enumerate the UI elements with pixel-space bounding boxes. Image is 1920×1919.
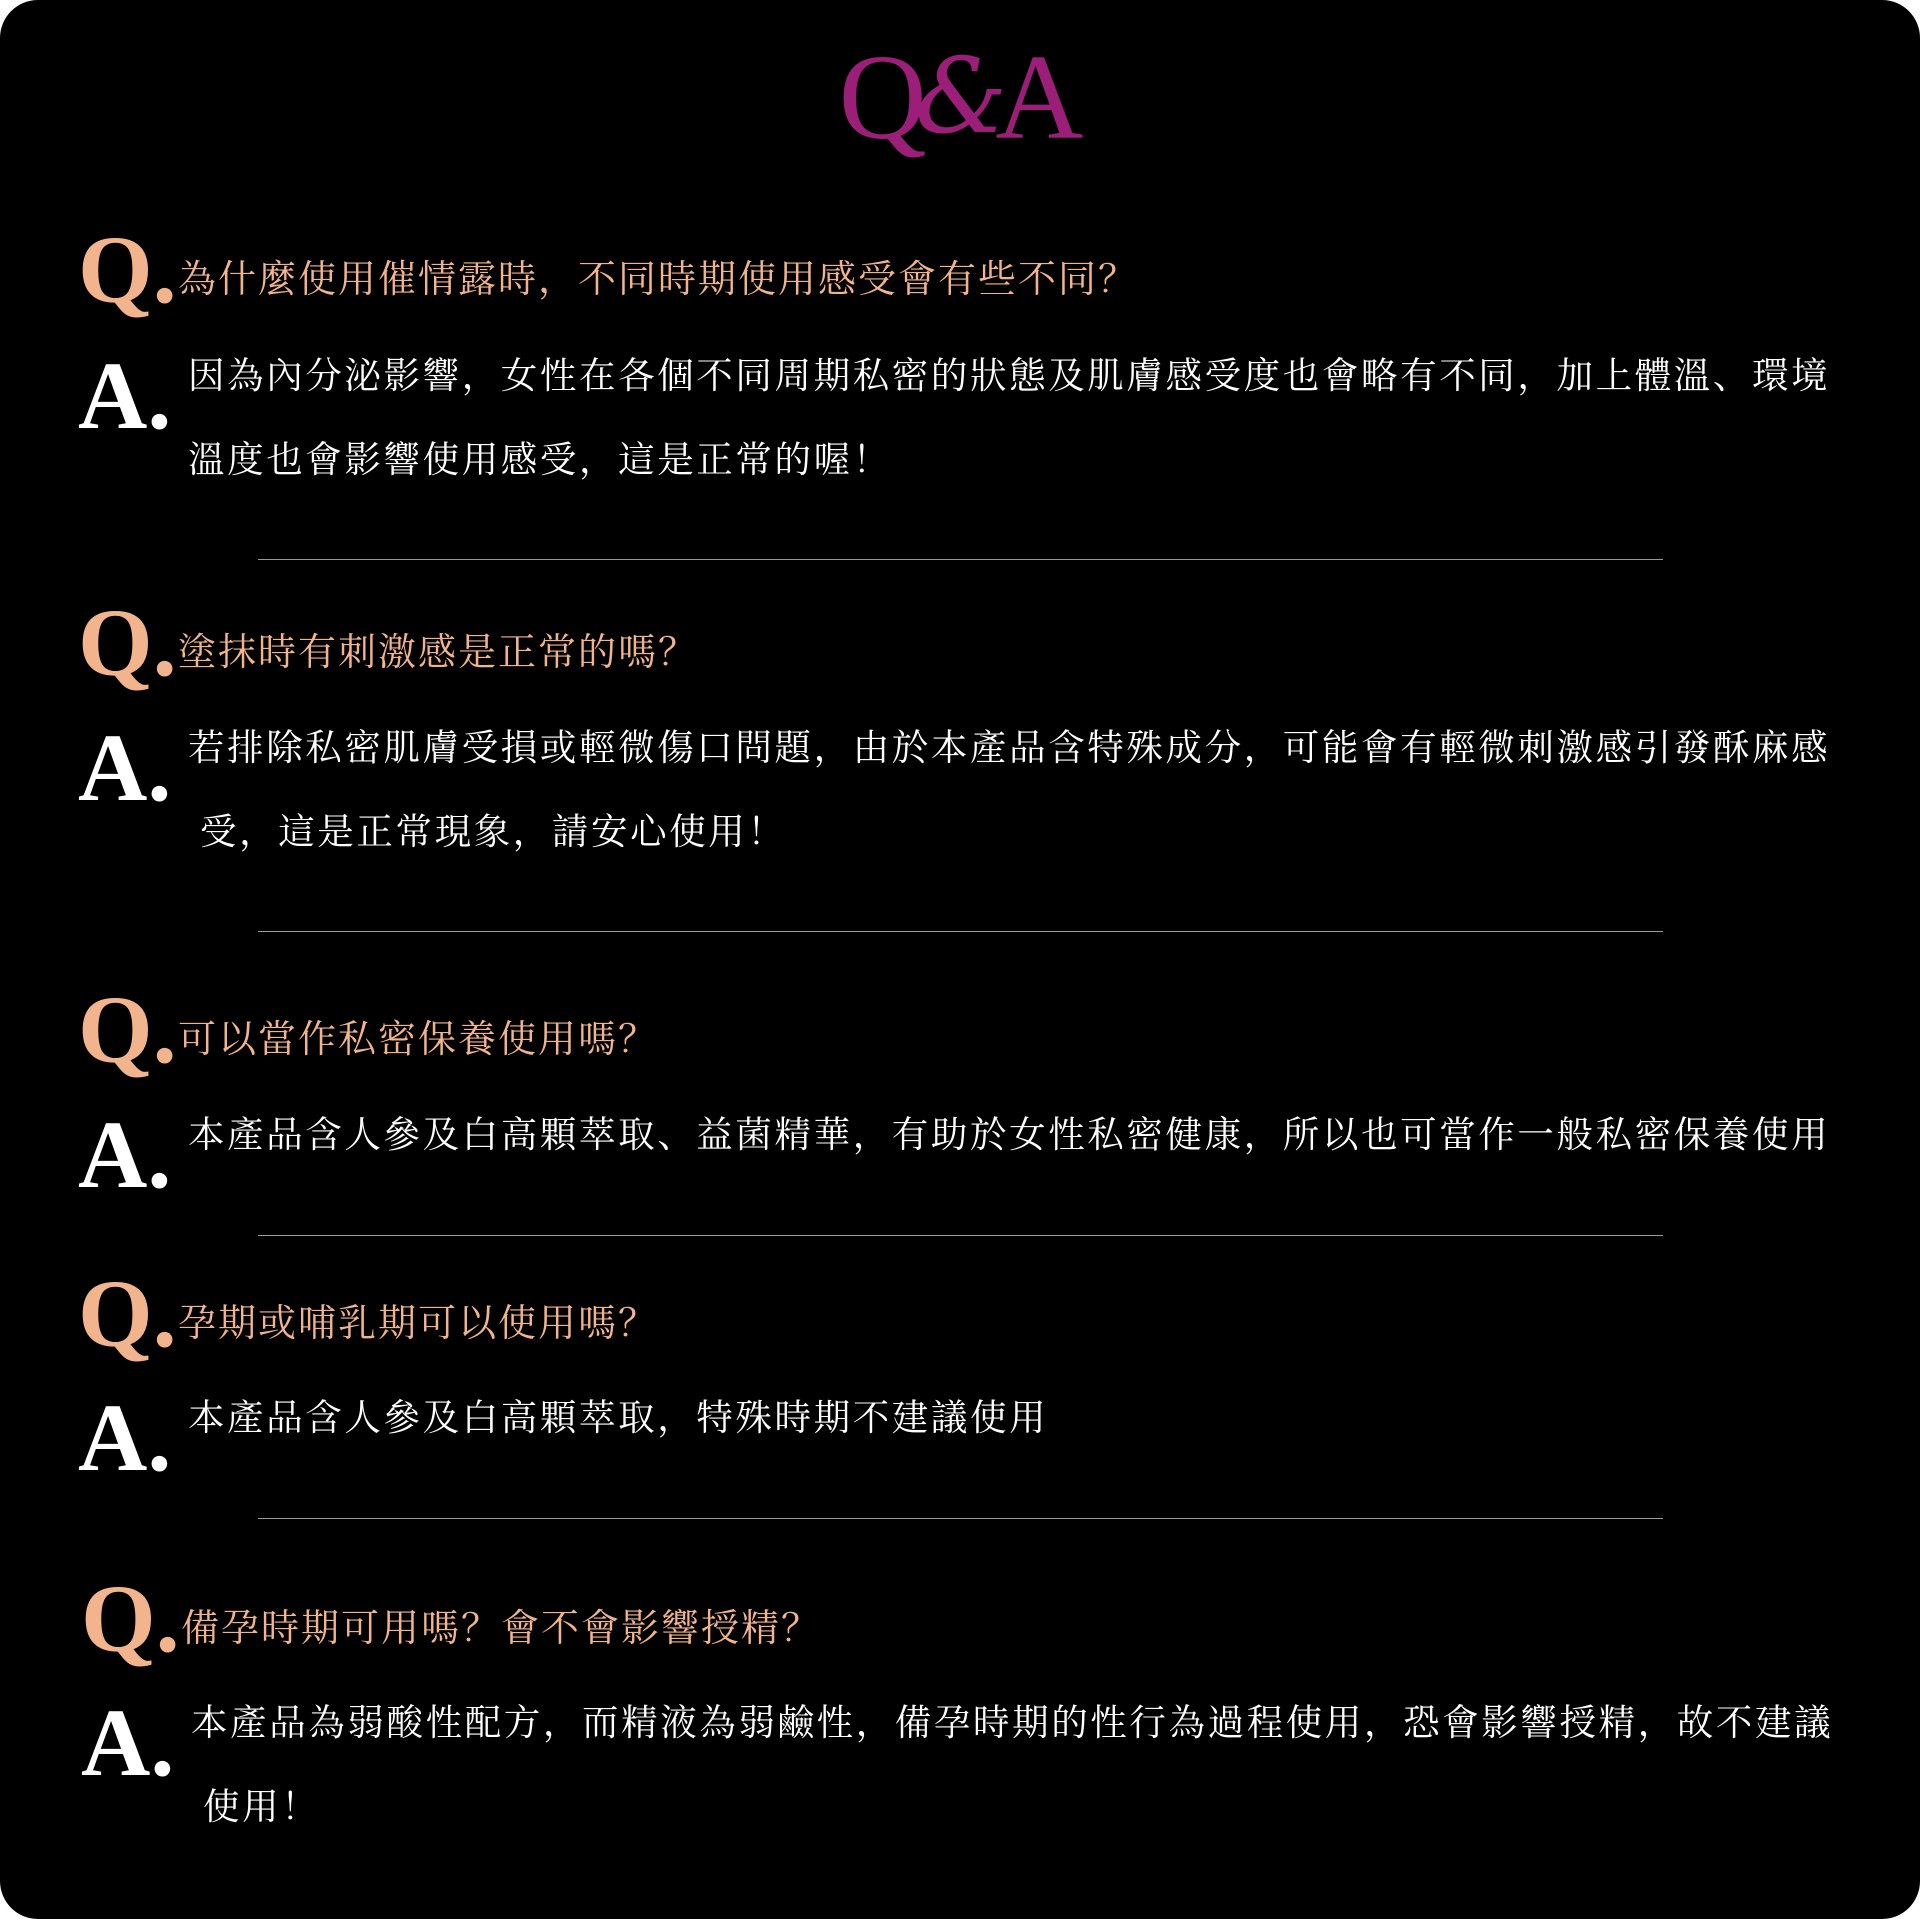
question-1: [78, 216, 1139, 323]
answer-line: 若排除私密肌膚受損或輕微傷口問題，由於本產品含特殊成分，可能會有輕微刺激感引發酥麻感: [188, 726, 1831, 769]
question-5: [81, 1565, 822, 1672]
question-marker: Q.: [78, 1260, 177, 1367]
answer-line: 因為內分泌影響，女性在各個不同周期私密的狀態及肌膚感受度也會略有不同，加上體溫、環境: [188, 354, 1831, 397]
question-text: 備孕時期可用嗎？會不會影響授精？: [181, 1606, 822, 1650]
title-a: A: [995, 30, 1082, 165]
answer-marker: A.: [78, 1384, 172, 1491]
question-text: 孕期或哺乳期可以使用嗎？: [178, 1301, 659, 1345]
answer-marker: A.: [78, 714, 172, 821]
answer-line: 使用！: [203, 1785, 321, 1828]
qa-title: [0, 22, 1920, 172]
question-marker: Q.: [81, 1565, 180, 1672]
qa-title-text: [838, 30, 1082, 165]
answer-marker: A.: [78, 342, 172, 449]
divider: [258, 931, 1663, 932]
question-text: 為什麼使用催情露時，不同時期使用感受會有些不同？: [178, 257, 1139, 301]
question-marker: Q.: [78, 589, 177, 696]
title-ampersand: &: [914, 35, 1006, 157]
divider: [258, 1235, 1663, 1236]
question-2: [78, 589, 699, 696]
question-marker: Q.: [78, 216, 177, 323]
question-text: 塗抹時有刺激感是正常的嗎？: [178, 630, 699, 674]
answer-marker: A.: [78, 1101, 172, 1208]
divider: [258, 559, 1663, 560]
question-text: 可以當作私密保養使用嗎？: [178, 1017, 659, 1061]
answer-line: 本產品含人參及白高顆萃取、益菌精華，有助於女性私密健康，所以也可當作一般私密保養使用: [188, 1113, 1831, 1156]
answer-line: 溫度也會影響使用感受，這是正常的喔！: [188, 438, 892, 481]
question-4: [78, 1260, 659, 1367]
answer-line: 受，這是正常現象，請安心使用！: [200, 810, 787, 853]
answer-marker: A.: [81, 1689, 175, 1796]
title-q: Q: [838, 30, 925, 165]
answer-line: 本產品為弱酸性配方，而精液為弱鹼性，備孕時期的性行為過程使用，恐會影響授精，故不建議: [191, 1701, 1834, 1744]
question-3: [78, 976, 659, 1083]
answer-line: 本產品含人參及白高顆萃取，特殊時期不建議使用: [188, 1396, 1049, 1439]
divider: [258, 1518, 1663, 1519]
question-marker: Q.: [78, 976, 177, 1083]
